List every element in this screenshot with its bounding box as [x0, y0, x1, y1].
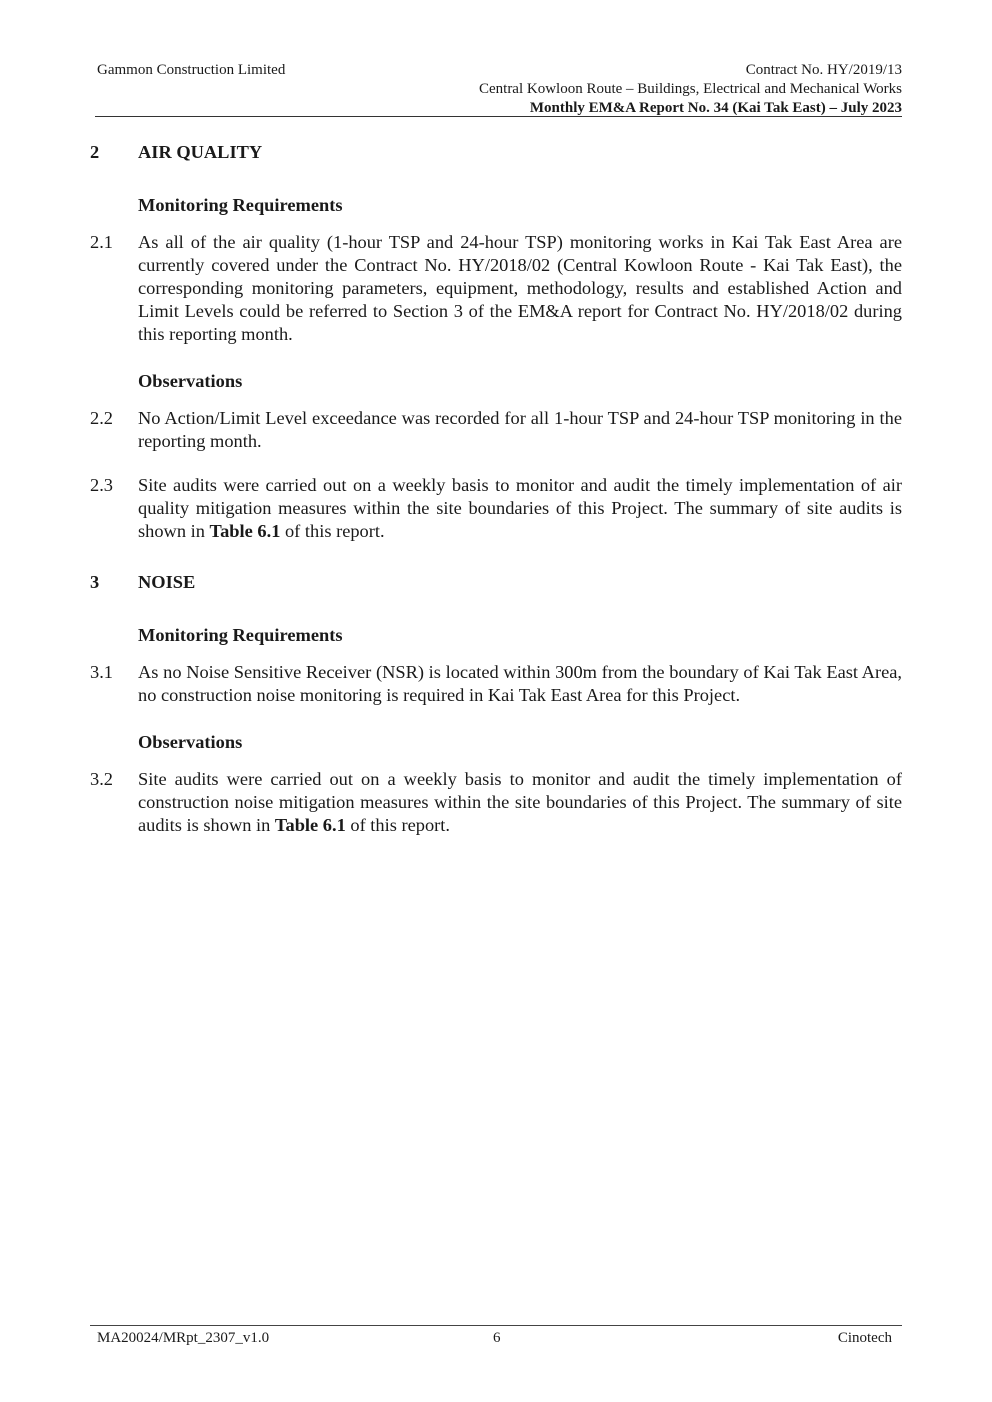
- paragraph-2-1: [90, 231, 902, 346]
- paragraph-2-3: [90, 474, 902, 543]
- footer-document-ref: MA20024/MRpt_2307_v1.0: [97, 1330, 270, 1346]
- header-contract-no: Contract No. HY/2019/13: [745, 62, 902, 78]
- paragraph-text-part: of this report.: [280, 521, 385, 541]
- header-project: Central Kowloon Route – Buildings, Electrical and Mechanical Works: [478, 81, 902, 97]
- header-divider: [95, 116, 902, 117]
- paragraph-number: 2.1: [90, 232, 113, 252]
- paragraph-text: No Action/Limit Level exceedance was recorded for all 1-hour TSP and 24-hour TSP monitoring in the reporting month.: [138, 408, 902, 451]
- paragraph-text-part: Site audits were carried out on a weekly basis to monitor and audit the timely implementation of construction noise mitigation measures within the site boundaries of this Project. The summary of site audits is shown in: [138, 769, 902, 835]
- paragraph-2-2: [90, 407, 902, 453]
- paragraph-text-part: of this report.: [345, 815, 450, 835]
- header-right-block: [479, 61, 902, 118]
- table-reference: Table 6.1: [274, 815, 346, 835]
- section-heading-air-quality: [90, 141, 902, 168]
- subheading-observations: Observations: [138, 732, 243, 752]
- header-company: Gammon Construction Limited: [97, 62, 286, 78]
- paragraph-number: 2.3: [90, 475, 113, 495]
- paragraph-number: 2.2: [90, 408, 113, 428]
- header-report-title: Monthly EM&A Report No. 34 (Kai Tak East) – July 2023: [529, 100, 902, 116]
- paragraph-text-part: Site audits were carried out on a weekly basis to monitor and audit the timely implementation of air quality mitigation measures within the site boundaries of this Project. The summary of site audits is shown in: [138, 475, 902, 541]
- footer-page-number: 6: [493, 1330, 501, 1346]
- paragraph-text: [138, 768, 902, 837]
- paragraph-number: 3.2: [90, 769, 113, 789]
- paragraph-text: [138, 474, 902, 543]
- section-title: AIR QUALITY: [138, 142, 263, 162]
- section-title: NOISE: [138, 572, 196, 592]
- section-heading-noise: [90, 571, 902, 598]
- subheading-monitoring-requirements: Monitoring Requirements: [138, 195, 343, 215]
- table-reference: Table 6.1: [209, 521, 281, 541]
- paragraph-number: 3.1: [90, 662, 113, 682]
- paragraph-text: As no Noise Sensitive Receiver (NSR) is located within 300m from the boundary of Kai Tak East Area, no construction noise monitoring is required in Kai Tak East Area for this Project.: [138, 662, 902, 705]
- paragraph-3-1: [90, 661, 902, 707]
- paragraph-text: As all of the air quality (1-hour TSP and 24-hour TSP) monitoring works in Kai Tak East Area are currently covered under the Contract No. HY/2018/02 (Central Kowloon Route - Kai Tak East), the corresponding monitoring parameters, equipment, methodology, results and established Action and Limit Levels could be referred to Section 3 of the EM&A report for Contract No. HY/2018/02 during this reporting month.: [138, 232, 902, 344]
- subheading-monitoring-requirements: Monitoring Requirements: [138, 625, 343, 645]
- subheading-observations: Observations: [138, 371, 243, 391]
- section-number: 3: [90, 572, 100, 592]
- footer-author: Cinotech: [837, 1330, 892, 1346]
- paragraph-3-2: [90, 768, 902, 837]
- section-number: 2: [90, 142, 100, 162]
- footer-divider: [90, 1325, 902, 1326]
- page-body: [90, 141, 902, 837]
